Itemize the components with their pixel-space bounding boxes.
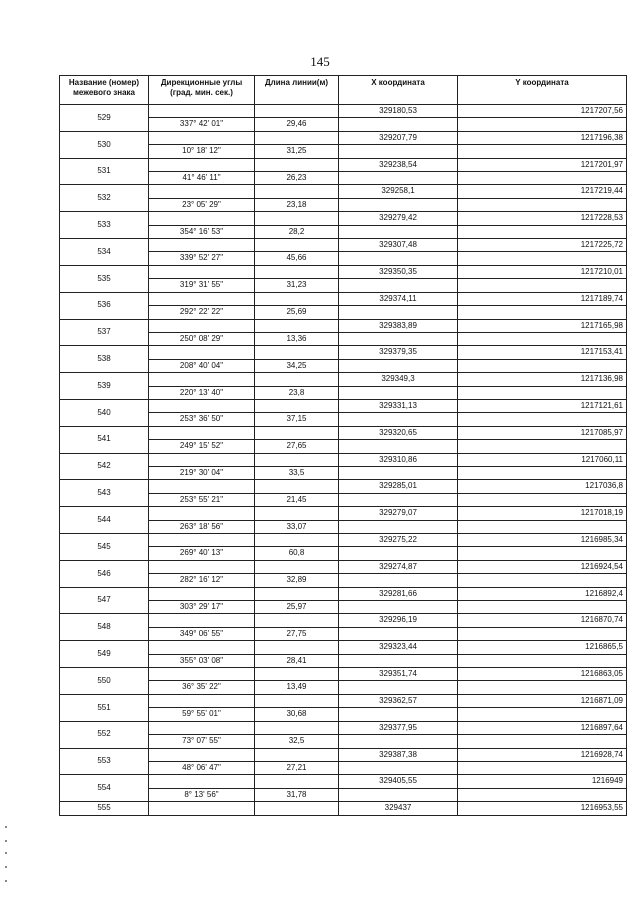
point-name: 545 (60, 534, 149, 561)
direction-angle: 355° 03' 08" (149, 654, 255, 667)
empty-cell (458, 547, 627, 560)
empty-cell (339, 440, 458, 453)
point-row (60, 131, 627, 144)
line-length: 32,89 (255, 574, 339, 587)
y-coordinate: 1217153,41 (458, 346, 627, 359)
direction-angle: 292° 22' 22" (149, 306, 255, 319)
line-length: 25,69 (255, 306, 339, 319)
empty-cell (339, 306, 458, 319)
point-row (60, 534, 627, 547)
line-length: 31,25 (255, 145, 339, 158)
empty-cell (339, 627, 458, 640)
point-row (60, 775, 627, 788)
x-coordinate: 329377,95 (339, 721, 458, 734)
empty-cell (458, 225, 627, 238)
empty-cell (458, 252, 627, 265)
empty-cell (339, 574, 458, 587)
direction-angle: 250° 08' 29" (149, 332, 255, 345)
y-coordinate: 1217225,72 (458, 239, 627, 252)
empty-cell (149, 614, 255, 627)
point-row (60, 185, 627, 198)
direction-angle: 208° 40' 04" (149, 359, 255, 372)
point-name: 537 (60, 319, 149, 346)
y-coordinate: 1217036,8 (458, 480, 627, 493)
x-coordinate: 329310,86 (339, 453, 458, 466)
empty-cell (255, 775, 339, 788)
y-coordinate: 1216928,74 (458, 748, 627, 761)
point-name: 539 (60, 373, 149, 400)
margin-mark (5, 866, 7, 868)
point-row (60, 292, 627, 305)
line-length: 33,5 (255, 466, 339, 479)
margin-mark (5, 840, 7, 842)
point-row (60, 426, 627, 439)
empty-cell (255, 426, 339, 439)
y-coordinate: 1216865,5 (458, 641, 627, 654)
x-coordinate: 329279,42 (339, 212, 458, 225)
x-coordinate: 329323,44 (339, 641, 458, 654)
empty-cell (149, 721, 255, 734)
point-row (60, 346, 627, 359)
empty-cell (458, 601, 627, 614)
empty-cell (149, 426, 255, 439)
point-row (60, 694, 627, 707)
empty-cell (255, 560, 339, 573)
empty-cell (339, 761, 458, 774)
direction-angle: 354° 16' 53" (149, 225, 255, 238)
direction-angle: 249° 15' 52" (149, 440, 255, 453)
point-row (60, 212, 627, 225)
empty-cell (339, 332, 458, 345)
point-name: 550 (60, 668, 149, 695)
point-name: 529 (60, 105, 149, 132)
point-row (60, 641, 627, 654)
empty-cell (255, 668, 339, 681)
empty-cell (255, 534, 339, 547)
empty-cell (255, 185, 339, 198)
point-row (60, 373, 627, 386)
direction-angle: 73° 07' 55" (149, 735, 255, 748)
empty-cell (339, 413, 458, 426)
y-coordinate: 1216897,64 (458, 721, 627, 734)
empty-cell (255, 373, 339, 386)
empty-cell (149, 158, 255, 171)
point-row (60, 721, 627, 734)
empty-cell (149, 507, 255, 520)
line-length: 31,78 (255, 788, 339, 801)
empty-cell (339, 359, 458, 372)
empty-cell (149, 346, 255, 359)
header-name: Название (номер) межевого знака (60, 76, 149, 105)
margin-mark (5, 852, 7, 854)
empty-cell (339, 601, 458, 614)
empty-cell (339, 145, 458, 158)
direction-angle: 36° 35' 22" (149, 681, 255, 694)
point-name: 533 (60, 212, 149, 239)
point-row (60, 507, 627, 520)
empty-cell (339, 708, 458, 721)
point-row (60, 265, 627, 278)
empty-cell (149, 694, 255, 707)
point-name: 548 (60, 614, 149, 641)
line-length: 27,65 (255, 440, 339, 453)
margin-mark (5, 826, 7, 828)
empty-cell (458, 386, 627, 399)
line-length: 13,49 (255, 681, 339, 694)
y-coordinate: 1217196,38 (458, 131, 627, 144)
y-coordinate: 1216870,74 (458, 614, 627, 627)
x-coordinate: 329320,65 (339, 426, 458, 439)
empty-cell (149, 212, 255, 225)
x-coordinate: 329285,01 (339, 480, 458, 493)
table-header-row (60, 76, 627, 105)
point-name: 552 (60, 721, 149, 748)
direction-angle: 48° 06' 47" (149, 761, 255, 774)
x-coordinate: 329258,1 (339, 185, 458, 198)
empty-cell (149, 131, 255, 144)
empty-cell (339, 172, 458, 185)
line-length: 21,45 (255, 493, 339, 506)
empty-cell (149, 292, 255, 305)
y-coordinate: 1216985,34 (458, 534, 627, 547)
y-coordinate: 1217201,97 (458, 158, 627, 171)
direction-angle: 303° 29' 17" (149, 601, 255, 614)
y-coordinate: 1217219,44 (458, 185, 627, 198)
point-name: 549 (60, 641, 149, 668)
line-length: 26,23 (255, 172, 339, 185)
y-coordinate: 1217165,98 (458, 319, 627, 332)
point-row (60, 158, 627, 171)
empty-cell (255, 292, 339, 305)
x-coordinate: 329331,13 (339, 399, 458, 412)
line-length: 28,2 (255, 225, 339, 238)
point-name: 535 (60, 265, 149, 292)
direction-angle: 319° 31' 55" (149, 279, 255, 292)
direction-angle: 263° 18' 56" (149, 520, 255, 533)
empty-cell (149, 560, 255, 573)
empty-cell (255, 265, 339, 278)
point-row (60, 614, 627, 627)
y-coordinate: 1217060,11 (458, 453, 627, 466)
point-name: 540 (60, 399, 149, 426)
empty-cell (149, 534, 255, 547)
empty-cell (339, 225, 458, 238)
empty-cell (149, 319, 255, 332)
empty-cell (149, 373, 255, 386)
y-coordinate: 1217207,56 (458, 105, 627, 118)
empty-cell (458, 681, 627, 694)
direction-angle: 23° 05' 29" (149, 198, 255, 211)
empty-cell (339, 252, 458, 265)
direction-angle: 220° 13' 40" (149, 386, 255, 399)
x-coordinate: 329296,19 (339, 614, 458, 627)
empty-cell (255, 105, 339, 118)
empty-cell (149, 775, 255, 788)
empty-cell (458, 172, 627, 185)
direction-angle: 282° 16' 12" (149, 574, 255, 587)
empty-cell (458, 735, 627, 748)
empty-cell (458, 761, 627, 774)
boundary-points-table (59, 75, 627, 816)
x-coordinate: 329387,38 (339, 748, 458, 761)
empty-cell (255, 346, 339, 359)
empty-cell (255, 480, 339, 493)
empty-cell (149, 399, 255, 412)
point-name: 551 (60, 694, 149, 721)
margin-mark (5, 880, 7, 882)
empty-cell (255, 399, 339, 412)
y-coordinate: 1216871,09 (458, 694, 627, 707)
direction-angle: 41° 46' 11" (149, 172, 255, 185)
x-coordinate: 329362,57 (339, 694, 458, 707)
empty-cell (255, 239, 339, 252)
y-coordinate: 1216953,55 (458, 802, 627, 815)
empty-cell (458, 466, 627, 479)
empty-cell (339, 520, 458, 533)
point-name: 531 (60, 158, 149, 185)
point-row (60, 480, 627, 493)
point-name: 544 (60, 507, 149, 534)
x-coordinate: 329437 (339, 802, 458, 815)
empty-cell (458, 118, 627, 131)
line-length: 33,07 (255, 520, 339, 533)
point-name: 543 (60, 480, 149, 507)
empty-cell (149, 480, 255, 493)
y-coordinate: 1217136,98 (458, 373, 627, 386)
header-angle: Дирекционные углы (град. мин. сек.) (149, 76, 255, 105)
point-row (60, 802, 627, 815)
empty-cell (339, 547, 458, 560)
x-coordinate: 329207,79 (339, 131, 458, 144)
line-length: 28,41 (255, 654, 339, 667)
y-coordinate: 1217228,53 (458, 212, 627, 225)
direction-angle: 269° 40' 13" (149, 547, 255, 560)
point-name: 553 (60, 748, 149, 775)
empty-cell (255, 748, 339, 761)
point-row (60, 105, 627, 118)
point-name: 534 (60, 239, 149, 266)
x-coordinate: 329405,55 (339, 775, 458, 788)
header-length: Длина линии(м) (255, 76, 339, 105)
empty-cell (149, 587, 255, 600)
empty-cell (149, 239, 255, 252)
x-coordinate: 329238,54 (339, 158, 458, 171)
point-name: 554 (60, 775, 149, 802)
direction-angle: 253° 55' 21" (149, 493, 255, 506)
line-length: 27,75 (255, 627, 339, 640)
line-length: 31,23 (255, 279, 339, 292)
line-length: 13,36 (255, 332, 339, 345)
x-coordinate: 329383,89 (339, 319, 458, 332)
empty-cell (255, 158, 339, 171)
empty-cell (458, 654, 627, 667)
empty-cell (149, 641, 255, 654)
empty-cell (149, 453, 255, 466)
empty-cell (255, 614, 339, 627)
point-name: 538 (60, 346, 149, 373)
line-length: 32,5 (255, 735, 339, 748)
empty-cell (255, 507, 339, 520)
point-row (60, 399, 627, 412)
empty-cell (255, 319, 339, 332)
y-coordinate: 1216892,4 (458, 587, 627, 600)
line-length: 25,97 (255, 601, 339, 614)
point-name: 541 (60, 426, 149, 453)
y-coordinate: 1217189,74 (458, 292, 627, 305)
x-coordinate: 329379,35 (339, 346, 458, 359)
empty-cell (458, 145, 627, 158)
direction-angle: 253° 36' 50" (149, 413, 255, 426)
empty-cell (339, 654, 458, 667)
empty-cell (458, 413, 627, 426)
empty-cell (458, 788, 627, 801)
empty-cell (149, 668, 255, 681)
line-length: 34,25 (255, 359, 339, 372)
empty-cell (339, 386, 458, 399)
direction-angle: 349° 06' 55" (149, 627, 255, 640)
point-row (60, 668, 627, 681)
empty-cell (458, 306, 627, 319)
empty-cell (339, 466, 458, 479)
empty-cell (255, 453, 339, 466)
point-name: 530 (60, 131, 149, 158)
empty-cell (458, 493, 627, 506)
y-coordinate: 1217085,97 (458, 426, 627, 439)
x-coordinate: 329374,11 (339, 292, 458, 305)
point-row (60, 560, 627, 573)
page-number: 145 (310, 54, 330, 69)
point-row (60, 319, 627, 332)
empty-cell (458, 708, 627, 721)
empty-cell (255, 802, 339, 815)
y-coordinate: 1217121,61 (458, 399, 627, 412)
empty-cell (458, 627, 627, 640)
point-name: 536 (60, 292, 149, 319)
point-row (60, 587, 627, 600)
header-y: Y координата (458, 76, 627, 105)
empty-cell (458, 520, 627, 533)
line-length: 37,15 (255, 413, 339, 426)
direction-angle: 337° 42' 01" (149, 118, 255, 131)
empty-cell (339, 788, 458, 801)
empty-cell (458, 440, 627, 453)
x-coordinate: 329351,74 (339, 668, 458, 681)
y-coordinate: 1216924,54 (458, 560, 627, 573)
line-length: 27,21 (255, 761, 339, 774)
empty-cell (255, 694, 339, 707)
x-coordinate: 329349,3 (339, 373, 458, 386)
x-coordinate: 329279,07 (339, 507, 458, 520)
point-name: 555 (60, 802, 149, 815)
empty-cell (255, 721, 339, 734)
x-coordinate: 329275,22 (339, 534, 458, 547)
empty-cell (458, 332, 627, 345)
line-length: 29,46 (255, 118, 339, 131)
empty-cell (149, 265, 255, 278)
empty-cell (255, 131, 339, 144)
empty-cell (339, 198, 458, 211)
direction-angle: 10° 18' 12" (149, 145, 255, 158)
x-coordinate: 329350,35 (339, 265, 458, 278)
empty-cell (458, 574, 627, 587)
empty-cell (255, 641, 339, 654)
empty-cell (255, 587, 339, 600)
empty-cell (255, 212, 339, 225)
direction-angle: 339° 52' 27" (149, 252, 255, 265)
empty-cell (339, 279, 458, 292)
line-length: 60,8 (255, 547, 339, 560)
point-name: 532 (60, 185, 149, 212)
empty-cell (149, 185, 255, 198)
point-row (60, 748, 627, 761)
empty-cell (149, 748, 255, 761)
x-coordinate: 329180,53 (339, 105, 458, 118)
header-x: X координата (339, 76, 458, 105)
empty-cell (149, 105, 255, 118)
direction-angle: 219° 30' 04" (149, 466, 255, 479)
empty-cell (458, 279, 627, 292)
point-row (60, 239, 627, 252)
empty-cell (339, 735, 458, 748)
y-coordinate: 1217018,19 (458, 507, 627, 520)
line-length: 30,68 (255, 708, 339, 721)
direction-angle: 59° 55' 01" (149, 708, 255, 721)
point-name: 546 (60, 560, 149, 587)
empty-cell (458, 198, 627, 211)
x-coordinate: 329274,87 (339, 560, 458, 573)
empty-cell (458, 359, 627, 372)
x-coordinate: 329281,66 (339, 587, 458, 600)
x-coordinate: 329307,48 (339, 239, 458, 252)
empty-cell (339, 118, 458, 131)
point-name: 547 (60, 587, 149, 614)
line-length: 23,8 (255, 386, 339, 399)
point-row (60, 453, 627, 466)
y-coordinate: 1216949 (458, 775, 627, 788)
empty-cell (339, 681, 458, 694)
empty-cell (149, 802, 255, 815)
empty-cell (339, 493, 458, 506)
y-coordinate: 1217210,01 (458, 265, 627, 278)
line-length: 23,18 (255, 198, 339, 211)
direction-angle: 8° 13' 56" (149, 788, 255, 801)
point-name: 542 (60, 453, 149, 480)
line-length: 45,66 (255, 252, 339, 265)
y-coordinate: 1216863,05 (458, 668, 627, 681)
